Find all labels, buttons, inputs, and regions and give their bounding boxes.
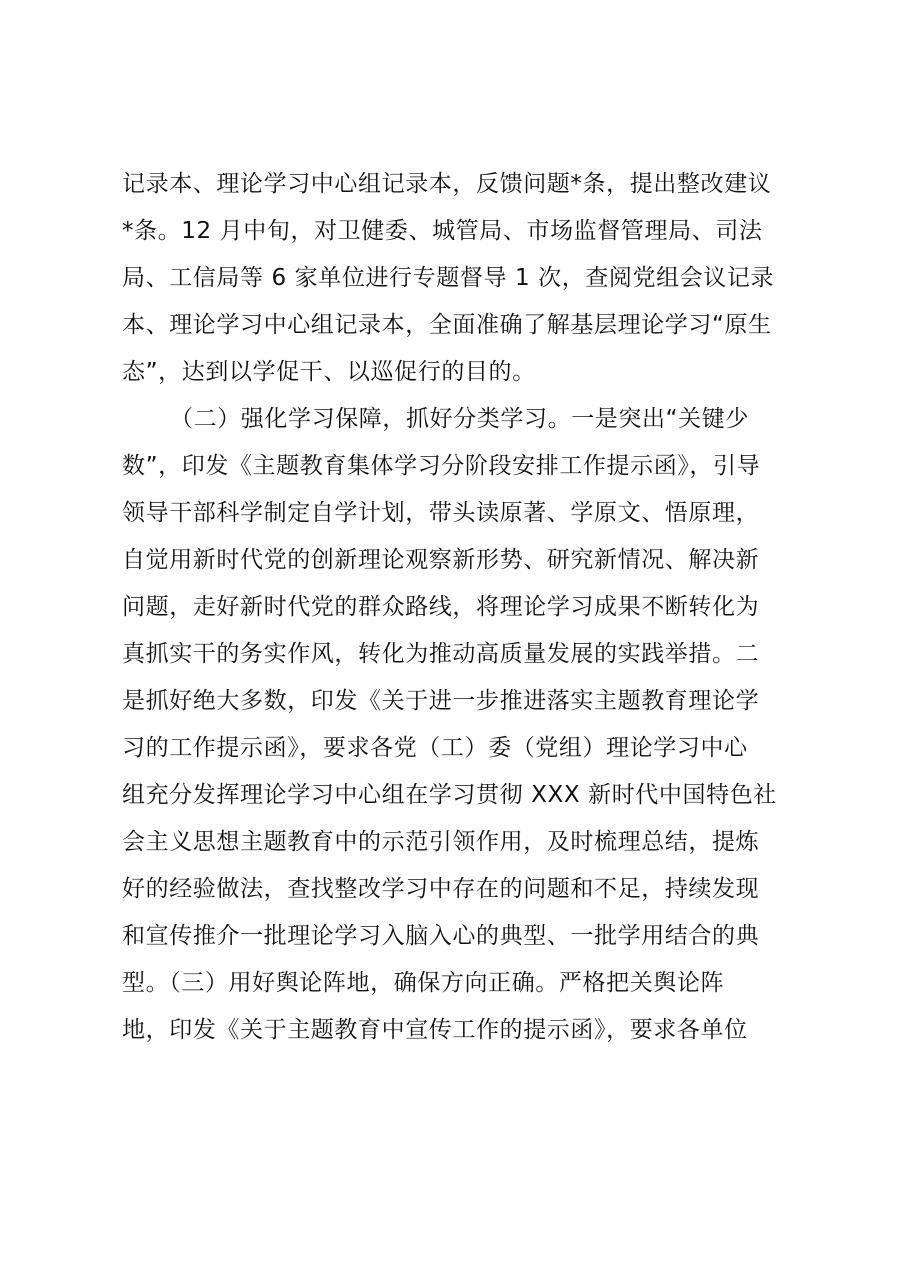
body-text-line: 组充分发挥理论学习中心组在学习贯彻 XXX 新时代中国特色社 (122, 782, 777, 808)
body-text-line: 本、理论学习中心组记录本，全面准确了解基层理论学习“原生 (122, 312, 772, 338)
body-text-line: 问题，走好新时代党的群众路线，将理论学习成果不断转化为 (122, 594, 760, 620)
body-text-line: 记录本、理论学习中心组记录本，反馈问题*条，提出整改建议 (122, 171, 772, 197)
body-text-line: 会主义思想主题教育中的示范引领作用，及时梳理总结，提炼 (122, 829, 760, 855)
body-text-line: 地，印发《关于主题教育中宣传工作的提示函》，要求各单位 (122, 1017, 748, 1043)
body-text-line: 习的工作提示函》，要求各党（工）委（党组）理论学习中心 (122, 735, 748, 761)
body-text-line: 是抓好绝大多数，印发《关于进一步推进落实主题教育理论学 (122, 688, 760, 714)
paragraph-start-line: （二）强化学习保障，抓好分类学习。一是突出“关键少 (170, 406, 749, 432)
body-text-line: 好的经验做法，查找整改学习中存在的问题和不足，持续发现 (122, 876, 760, 902)
body-text-line: *条。12 月中旬，对卫健委、城管局、市场监督管理局、司法 (122, 218, 763, 244)
body-text-line: 局、工信局等 6 家单位进行专题督导 1 次，查阅党组会议记录 (122, 265, 775, 291)
body-text-line: 态”，达到以学促干、以巡促行的目的。 (122, 359, 536, 385)
body-text-line: 型。（三）用好舆论阵地，确保方向正确。严格把关舆论阵 (122, 970, 725, 996)
body-text-line: 和宣传推介一批理论学习入脑入心的典型、一批学用结合的典 (122, 923, 760, 949)
body-text-line: 真抓实干的务实作风，转化为推动高质量发展的实践举措。二 (122, 641, 760, 667)
body-text-line: 领导干部科学制定自学计划，带头读原著、学原文、悟原理， (122, 500, 760, 526)
body-text-line: 数”，印发《主题教育集体学习分阶段安排工作提示函》，引导 (122, 453, 761, 479)
body-text-line: 自觉用新时代党的创新理论观察新形势、研究新情况、解决新 (122, 547, 760, 573)
